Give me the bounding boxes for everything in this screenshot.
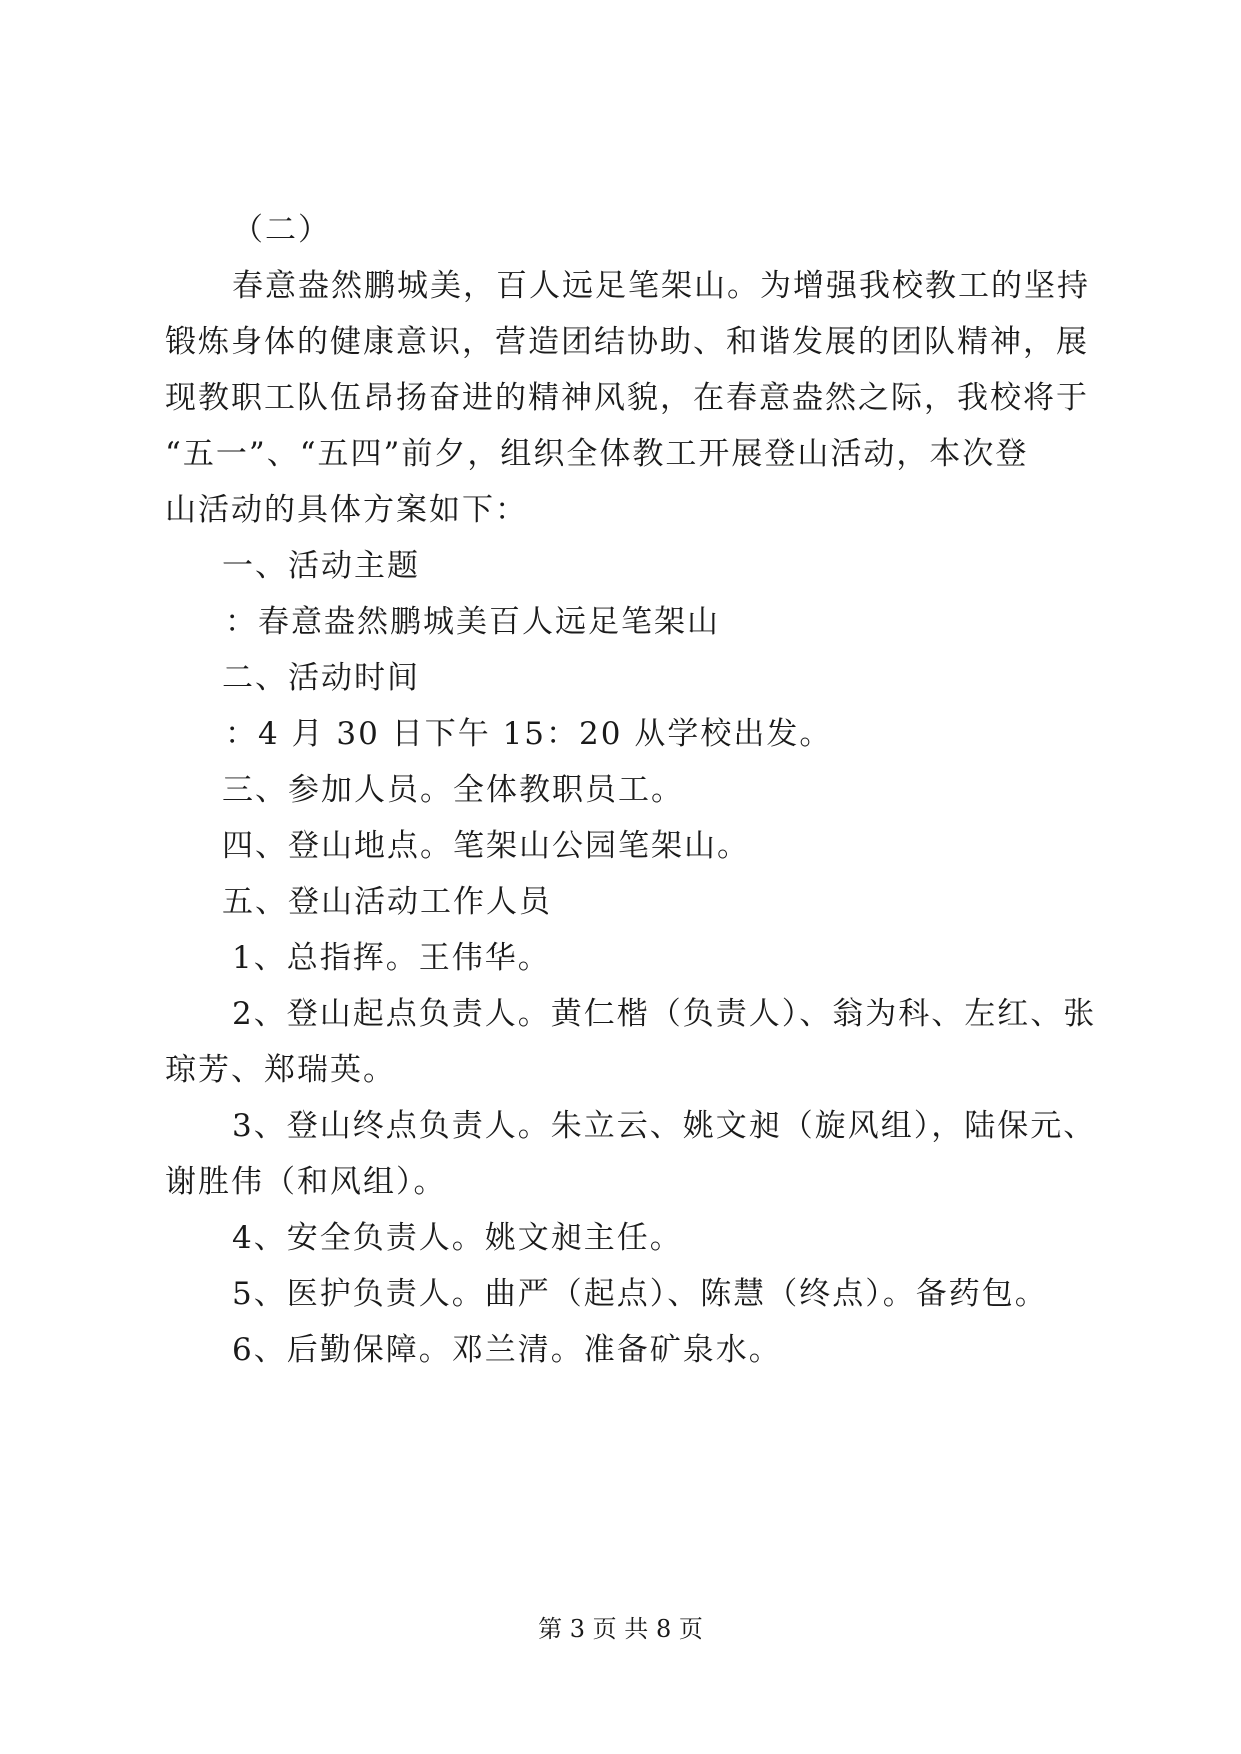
intro-line-4: “五一”、“五四”前夕，组织全体教工开展登山活动，本次登 [165,436,1029,472]
time-value: ：4 月 30 日下午 15：20 从学校出发。 [225,716,833,752]
staff-item-3-line-2: 谢胜伟（和风组）。 [165,1164,447,1200]
intro-line-3: 现教职工队伍昂扬奋进的精神风貌，在春意盎然之际，我校将于 [165,380,1089,416]
location-line: 四、登山地点。笔架山公园笔架山。 [222,828,750,864]
staff-item-1: 1、总指挥。王伟华。 [232,940,551,976]
staff-heading: 五、登山活动工作人员 [222,884,552,920]
staff-item-6: 6、后勤保障。邓兰清。准备矿泉水。 [232,1332,782,1368]
staff-item-5: 5、医护负责人。曲严（起点）、陈慧（终点）。备药包。 [232,1276,1048,1312]
participants-line: 三、参加人员。全体教职员工。 [222,772,684,808]
section-mark: （二） [232,212,331,248]
intro-line-2: 锻炼身体的健康意识，营造团结协助、和谐发展的团队精神，展 [165,324,1089,360]
staff-item-2-line-1: 2、登山起点负责人。黄仁楷（负责人）、翁为科、左红、张 [232,996,1097,1032]
staff-item-3-line-1: 3、登山终点负责人。朱立云、姚文昶（旋风组），陆保元、 [232,1108,1097,1144]
staff-item-4: 4、安全负责人。姚文昶主任。 [232,1220,683,1256]
theme-value: ：春意盎然鹏城美百人远足笔架山 [225,604,720,640]
staff-item-2-line-2: 琼芳、郑瑞英。 [165,1052,396,1088]
page-indicator: 第 3 页 共 8 页 [538,1615,703,1643]
time-heading: 二、活动时间 [222,660,420,696]
intro-line-1: 春意盎然鹏城美，百人远足笔架山。为增强我校教工的坚持 [232,268,1090,304]
theme-heading: 一、活动主题 [222,548,420,584]
intro-line-5: 山活动的具体方案如下： [165,492,528,528]
